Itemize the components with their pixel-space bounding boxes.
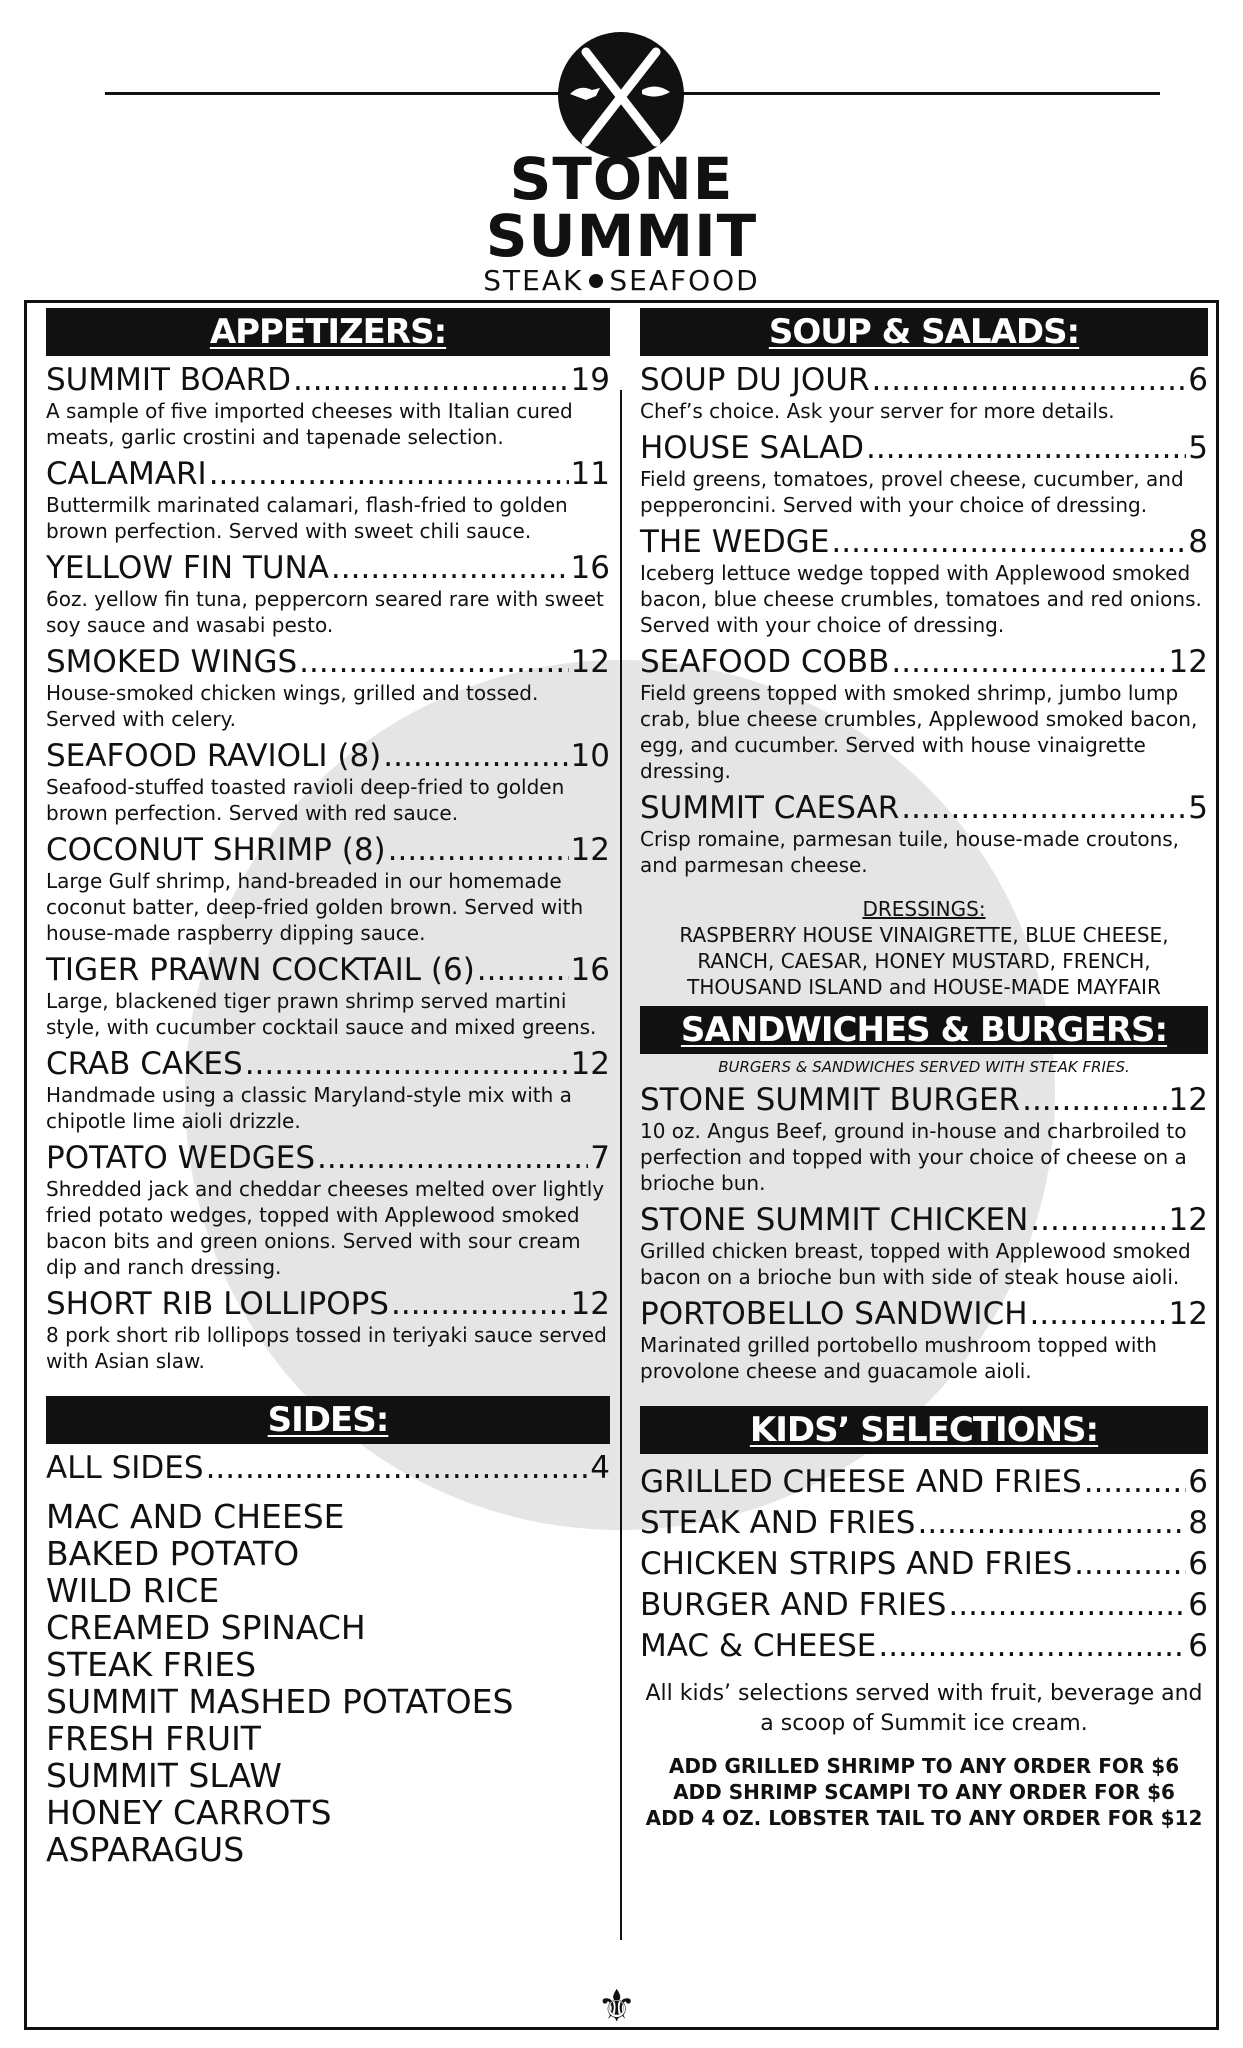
sides-heading: SIDES: <box>46 1396 610 1444</box>
dot-leader <box>918 1503 1187 1544</box>
menu-item-line <box>640 524 1208 560</box>
dressings-block <box>640 896 1208 1000</box>
kids-item-price: 6 <box>1188 1546 1208 1582</box>
menu-item-line <box>640 644 1208 680</box>
menu-item <box>640 1202 1208 1290</box>
menu-item-description: Seafood-stuffed toasted ravioli deep-fried to golden brown perfection. Served with red sauce. <box>46 775 565 825</box>
dot-leader <box>1030 1202 1166 1238</box>
addon-line: ADD GRILLED SHRIMP TO ANY ORDER FOR $6 <box>668 1754 1180 1778</box>
menu-item-name: THE WEDGE <box>640 524 830 560</box>
menu-item <box>640 430 1208 518</box>
kids-item <box>640 1626 1208 1667</box>
menu-item-line <box>46 1286 610 1322</box>
dot-leader <box>891 644 1166 680</box>
menu-item-price: 12 <box>1168 1082 1208 1118</box>
menu-item <box>46 1140 610 1280</box>
side-item: ASPARAGUS <box>46 1830 245 1869</box>
addon-line: ADD SHRIMP SCAMPI TO ANY ORDER FOR $6 <box>673 1780 1175 1804</box>
side-item: STEAK FRIES <box>46 1645 257 1684</box>
menu-item-name: CALAMARI <box>46 456 207 492</box>
menu-item-line <box>46 362 610 398</box>
dressings-line: RANCH, CAESAR, HONEY MUSTARD, FRENCH, <box>697 949 1151 973</box>
menu-item-name: SHORT RIB LOLLIPOPS <box>46 1286 389 1322</box>
menu-item-price: 12 <box>1168 644 1208 680</box>
menu-item-price: 16 <box>570 550 610 586</box>
menu-item-description: Iceberg lettuce wedge topped with Applewood smoked bacon, blue cheese crumbles, tomatoes and red onions. Served with your choice of dressing. <box>640 561 1202 637</box>
kids-item-price: 6 <box>1188 1587 1208 1623</box>
dot-leader <box>1084 1462 1187 1503</box>
menu-item-description: Buttermilk marinated calamari, flash-fried to golden brown perfection. Served with sweet chili sauce. <box>46 493 568 543</box>
menu-item-line <box>640 430 1208 466</box>
tagline-right: SEAFOOD <box>609 264 760 297</box>
menu-item-line <box>640 1296 1208 1332</box>
menu-item-line <box>46 550 610 586</box>
menu-item-description: Chef’s choice. Ask your server for more details. <box>640 399 1115 423</box>
menu-item-name: HOUSE SALAD <box>640 430 865 466</box>
menu-item <box>640 524 1208 638</box>
menu-item <box>640 1296 1208 1384</box>
side-item: HONEY CARROTS <box>46 1793 332 1832</box>
menu-item-price: 16 <box>570 952 610 988</box>
kids-item-price: 8 <box>1188 1505 1208 1541</box>
dot-leader <box>1074 1544 1186 1585</box>
menu-item-price: 11 <box>570 456 610 492</box>
column-divider <box>620 390 622 1940</box>
menu-item-line <box>46 832 610 868</box>
dot-leader <box>1030 1296 1167 1332</box>
menu-item-name: SOUP DU JOUR <box>640 362 870 398</box>
sandwiches-list <box>640 1082 1208 1384</box>
menu-item-description: Crisp romaine, parmesan tuile, house-made croutons, and parmesan cheese. <box>640 827 1180 877</box>
menu-item <box>46 1286 610 1374</box>
kids-item-price: 6 <box>1188 1464 1208 1500</box>
logo-emblem <box>558 32 684 158</box>
menu-item-price: 12 <box>1168 1296 1208 1332</box>
menu-item-price: 5 <box>1188 790 1208 826</box>
dressings-title: DRESSINGS: <box>862 897 986 921</box>
menu-item-line <box>46 738 610 774</box>
menu-item-price: 12 <box>1168 1202 1208 1238</box>
all-sides-line <box>46 1450 610 1486</box>
dot-leader <box>331 550 569 586</box>
side-item: BAKED POTATO <box>46 1534 300 1573</box>
addons-block <box>640 1753 1208 1831</box>
menu-item-line <box>640 1202 1208 1238</box>
kids-list <box>640 1462 1208 1667</box>
menu-item <box>640 790 1208 878</box>
dot-leader <box>872 362 1187 398</box>
menu-item-price: 10 <box>570 738 610 774</box>
menu-item-line <box>640 362 1208 398</box>
menu-item <box>640 644 1208 784</box>
dot-leader <box>866 430 1186 466</box>
all-sides-label: ALL SIDES <box>46 1450 204 1486</box>
kids-item-price: 6 <box>1188 1628 1208 1664</box>
menu-item-description: House-smoked chicken wings, grilled and tossed. Served with celery. <box>46 681 539 731</box>
menu-item-description: Field greens, tomatoes, provel cheese, cucumber, and pepperoncini. Served with your choice of dressing. <box>640 467 1184 517</box>
menu-item-price: 12 <box>570 1046 610 1082</box>
menu-item-name: YELLOW FIN TUNA <box>46 550 329 586</box>
dot-leader <box>391 1286 569 1322</box>
menu-item-line <box>46 644 610 680</box>
kids-item-name: STEAK AND FRIES <box>640 1505 916 1541</box>
all-sides-price: 4 <box>590 1450 610 1486</box>
brand-name-line1: STONE <box>509 145 734 213</box>
menu-item <box>46 738 610 826</box>
sandwiches-note: BURGERS & SANDWICHES SERVED WITH STEAK FRIES. <box>718 1058 1130 1076</box>
menu-item-name: SUMMIT BOARD <box>46 362 291 398</box>
menu-item <box>46 1046 610 1134</box>
kids-item-name: GRILLED CHEESE AND FRIES <box>640 1464 1082 1500</box>
menu-item-description: A sample of five imported cheeses with Italian cured meats, garlic crostini and tapenade selection. <box>46 399 573 449</box>
menu-item-name: TIGER PRAWN COCKTAIL (6) <box>46 952 475 988</box>
menu-item-price: 6 <box>1188 362 1208 398</box>
menu-item-description: Large Gulf shrimp, hand-breaded in our homemade coconut batter, deep-fried golden brown. Served with house-made raspberry dipping sauce. <box>46 869 584 945</box>
kids-item <box>640 1462 1208 1503</box>
side-item: CREAMED SPINACH <box>46 1608 366 1647</box>
menu-item-description: 8 pork short rib lollipops tossed in teriyaki sauce served with Asian slaw. <box>46 1323 607 1373</box>
menu-item-name: SUMMIT CAESAR <box>640 790 900 826</box>
menu-item-price: 12 <box>570 832 610 868</box>
kids-item <box>640 1503 1208 1544</box>
menu-item-line <box>46 1140 610 1176</box>
sandwiches-heading: SANDWICHES & BURGERS: <box>640 1006 1208 1054</box>
menu-item-name: SMOKED WINGS <box>46 644 298 680</box>
menu-item-name: SEAFOOD COBB <box>640 644 890 680</box>
soups-list <box>640 362 1208 878</box>
appetizers-heading: APPETIZERS: <box>46 308 610 356</box>
side-item: MAC AND CHEESE <box>46 1497 345 1536</box>
menu-item <box>46 952 610 1040</box>
tagline-left: STEAK <box>483 264 584 297</box>
menu-item-description: 10 oz. Angus Beef, ground in-house and charbroiled to perfection and topped with your choice of cheese on a brioche bun. <box>640 1119 1187 1195</box>
side-item: SUMMIT SLAW <box>46 1756 282 1795</box>
dot-leader <box>245 1046 569 1082</box>
menu-item-name: CRAB CAKES <box>46 1046 243 1082</box>
dot-leader <box>477 952 569 988</box>
menu-item-description: Shredded jack and cheddar cheeses melted over lightly fried potato wedges, topped with Applewood smoked bacon bits and green onions. Served with sour cream dip and ranch dressing. <box>46 1177 605 1279</box>
menu-item-price: 7 <box>590 1140 610 1176</box>
menu-item-price: 19 <box>570 362 610 398</box>
menu-item-line <box>46 456 610 492</box>
menu-item-line <box>640 790 1208 826</box>
brand-tagline <box>0 266 1243 296</box>
fleur-de-lis-icon: ⚜ <box>597 1981 637 2032</box>
menu-item-description: Large, blackened tiger prawn shrimp served martini style, with cucumber cocktail sauce and mixed greens. <box>46 989 597 1039</box>
dot-leader <box>383 738 568 774</box>
appetizers-list <box>46 362 610 1374</box>
menu-item-name: STONE SUMMIT BURGER <box>640 1082 1021 1118</box>
kids-note-line: a scoop of Summit ice cream. <box>760 1711 1088 1736</box>
addon-line: ADD 4 OZ. LOBSTER TAIL TO ANY ORDER FOR $12 <box>645 1806 1203 1830</box>
menu-item-name: STONE SUMMIT CHICKEN <box>640 1202 1029 1238</box>
kids-item <box>640 1544 1208 1585</box>
menu-item <box>640 362 1208 424</box>
menu-item-name: PORTOBELLO SANDWICH <box>640 1296 1028 1332</box>
menu-item <box>46 832 610 946</box>
menu-item-price: 12 <box>570 644 610 680</box>
kids-note-line: All kids’ selections served with fruit, beverage and <box>645 1681 1203 1706</box>
dot-leader <box>206 1450 589 1486</box>
brand-name-line2: SUMMIT <box>485 202 758 270</box>
left-column <box>46 308 610 1868</box>
menu-item-line <box>46 952 610 988</box>
menu-item-price: 5 <box>1188 430 1208 466</box>
soups-heading: SOUP & SALADS: <box>640 308 1208 356</box>
sides-list <box>46 1498 610 1868</box>
dot-leader <box>317 1140 588 1176</box>
menu-item-name: POTATO WEDGES <box>46 1140 316 1176</box>
menu-item-description: Marinated grilled portobello mushroom topped with provolone cheese and guacamole aioli. <box>640 1333 1157 1383</box>
menu-item <box>640 1082 1208 1196</box>
menu-item-line <box>640 1082 1208 1118</box>
menu-item-description: Grilled chicken breast, topped with Applewood smoked bacon on a brioche bun with side of steak house aioli. <box>640 1239 1191 1289</box>
dot-leader <box>948 1585 1186 1626</box>
kids-note <box>640 1679 1208 1739</box>
side-item: SUMMIT MASHED POTATOES <box>46 1682 514 1721</box>
dot-leader <box>209 456 569 492</box>
kids-item-name: CHICKEN STRIPS AND FRIES <box>640 1546 1073 1582</box>
side-item: WILD RICE <box>46 1571 220 1610</box>
menu-item-price: 12 <box>570 1286 610 1322</box>
menu-item-name: SEAFOOD RAVIOLI (8) <box>46 738 382 774</box>
menu-item-description: Field greens topped with smoked shrimp, jumbo lump crab, blue cheese crumbles, Applewood smoked bacon, egg, and cucumber. Served with house vinaigrette dressing. <box>640 681 1198 783</box>
menu-item-name: COCONUT SHRIMP (8) <box>46 832 386 868</box>
menu-item <box>46 550 610 638</box>
menu-item <box>46 456 610 544</box>
header <box>0 0 1243 300</box>
right-column <box>640 308 1208 1831</box>
dot-leader <box>1022 1082 1166 1118</box>
menu-item-price: 8 <box>1188 524 1208 560</box>
kids-heading: KIDS’ SELECTIONS: <box>640 1406 1208 1454</box>
dot-leader <box>878 1626 1186 1667</box>
dot-leader <box>388 832 569 868</box>
dressings-line: THOUSAND ISLAND and HOUSE-MADE MAYFAIR <box>687 975 1161 999</box>
menu-item-line <box>46 1046 610 1082</box>
menu-item-description: 6oz. yellow fin tuna, peppercorn seared rare with sweet soy sauce and wasabi pesto. <box>46 587 604 637</box>
menu-item <box>46 362 610 450</box>
dot-leader <box>293 362 569 398</box>
kids-item <box>640 1585 1208 1626</box>
kids-item-name: MAC & CHEESE <box>640 1628 877 1664</box>
dot-leader <box>831 524 1186 560</box>
logo-dot-icon <box>589 274 603 288</box>
dot-leader <box>901 790 1186 826</box>
side-item: FRESH FRUIT <box>46 1719 261 1758</box>
menu-item <box>46 644 610 732</box>
menu-item-description: Handmade using a classic Maryland-style mix with a chipotle lime aioli drizzle. <box>46 1083 572 1133</box>
dot-leader <box>299 644 568 680</box>
dressings-line: RASPBERRY HOUSE VINAIGRETTE, BLUE CHEESE, <box>679 923 1169 947</box>
kids-item-name: BURGER AND FRIES <box>640 1587 947 1623</box>
